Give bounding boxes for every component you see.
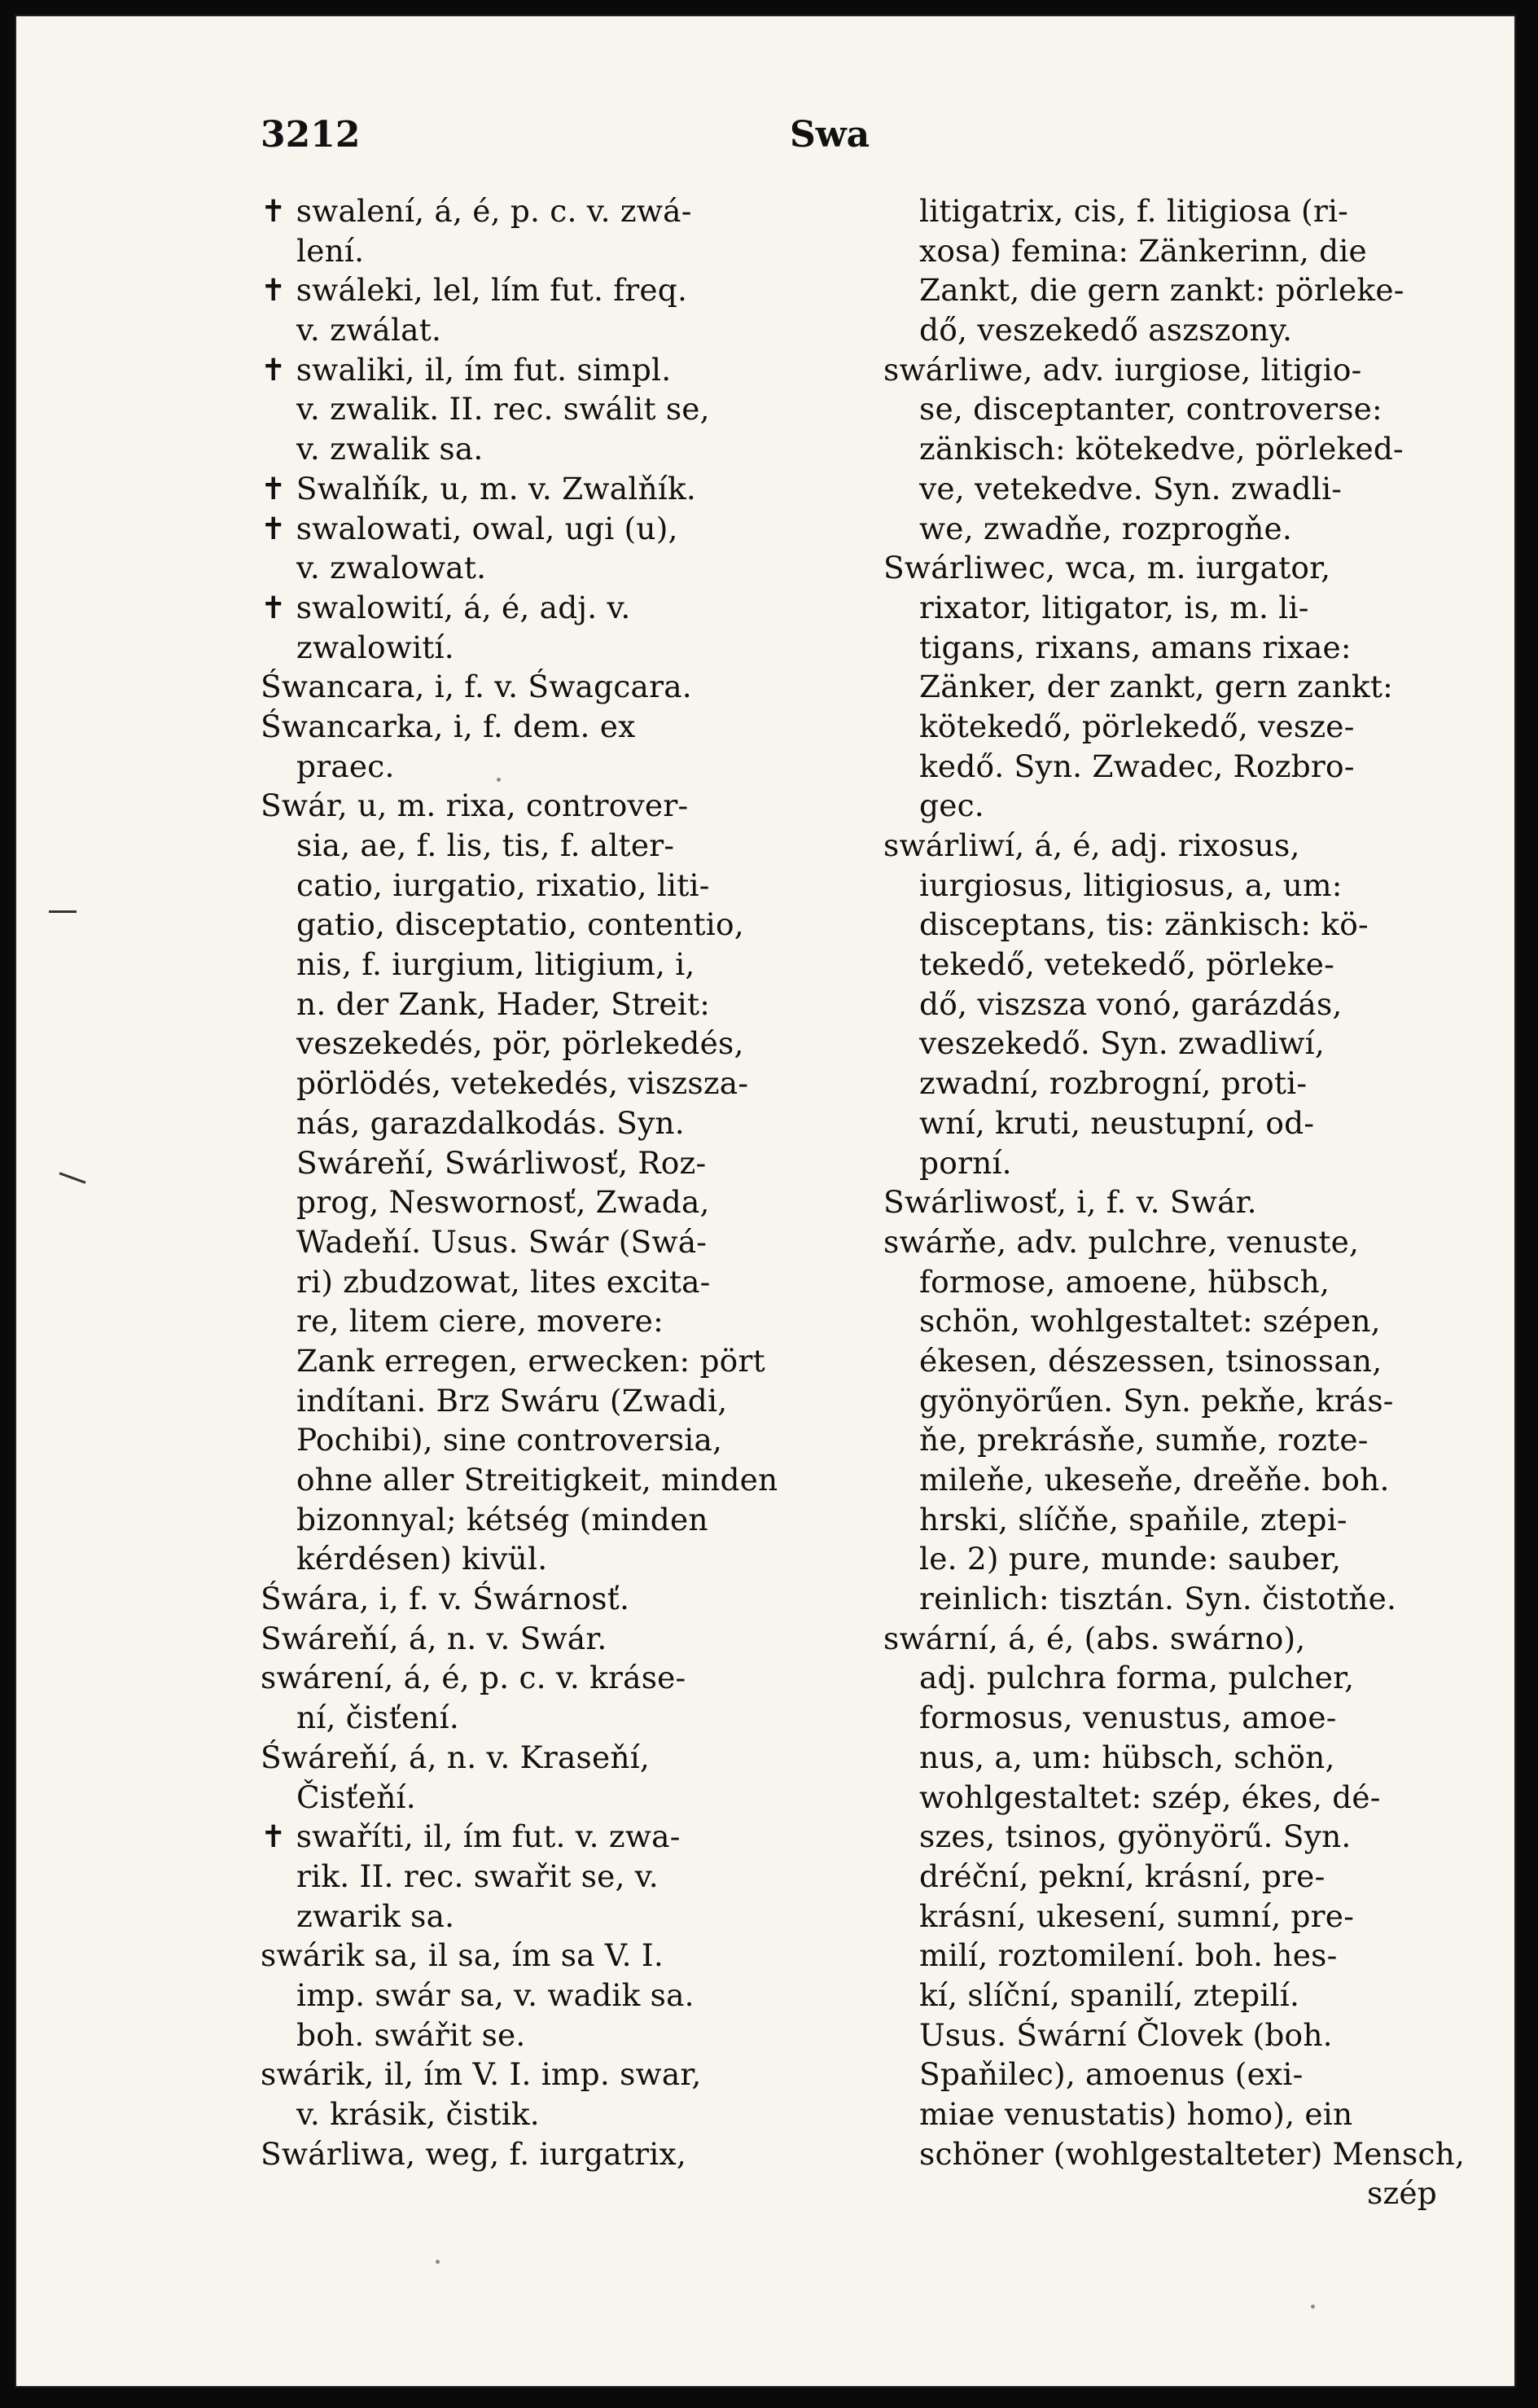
entry-line: hrski, slíčňe, spaňile, ztepi- bbox=[919, 1501, 1347, 1537]
entry-line: ✝ swalowití, á, é, adj. v. bbox=[261, 589, 631, 625]
entry-line: swárliwí, á, é, adj. rixosus, bbox=[883, 827, 1300, 863]
entry-line: dő, viszsza vonó, garázdás, bbox=[919, 985, 1343, 1022]
entry-line: kedő. Syn. Zwadec, Rozbro- bbox=[919, 748, 1355, 784]
entry-line: re, litem ciere, movere: bbox=[296, 1303, 664, 1340]
entry-line: szes, tsinos, gyönyörű. Syn. bbox=[919, 1818, 1352, 1855]
entry-line: imp. swár sa, v. wadik sa. bbox=[296, 1976, 695, 2013]
entry-line: sia, ae, f. lis, tis, f. alter- bbox=[296, 827, 675, 863]
entry-line: swárliwe, adv. iurgiose, litigio- bbox=[883, 351, 1362, 388]
entry-line: ohne aller Streitigkeit, minden bbox=[296, 1462, 778, 1498]
entry-line: disceptans, tis: zänkisch: kö- bbox=[919, 906, 1369, 943]
ink-speck bbox=[1311, 2305, 1315, 2309]
running-head: Swa bbox=[790, 114, 870, 156]
entry-line: Swár, u, m. rixa, controver- bbox=[261, 787, 689, 824]
entry-line: ✝ swalowati, owal, ugi (u), bbox=[261, 510, 678, 546]
entry-line: pörlödés, vetekedés, viszsza- bbox=[296, 1065, 749, 1102]
entry-line: catio, iurgatio, rixatio, liti- bbox=[296, 866, 710, 903]
entry-line: zänkisch: kötekedve, pörleked- bbox=[919, 431, 1404, 467]
entry-line: veszekedés, pör, pörlekedés, bbox=[296, 1025, 744, 1062]
entry-line: swárení, á, é, p. c. v. kráse- bbox=[261, 1660, 686, 1696]
entry-line: ✝ swaříti, il, ím fut. v. zwa- bbox=[261, 1818, 681, 1855]
entry-line: dő, veszekedő aszszony. bbox=[919, 312, 1293, 349]
entry-line: nás, garazdalkodás. Syn. bbox=[296, 1104, 685, 1141]
entry-line: bizonnyal; kétség (minden bbox=[296, 1501, 708, 1537]
catchword: szép bbox=[1367, 2175, 1437, 2212]
entry-line: krásní, ukesení, sumní, pre- bbox=[919, 1897, 1355, 1934]
entry-line: gyönyörűen. Syn. pekňe, krás- bbox=[919, 1382, 1394, 1419]
entry-line: praec. bbox=[296, 748, 395, 784]
entry-line: wohlgestaltet: szép, ékes, dé- bbox=[919, 1779, 1381, 1815]
entry-line: rixator, litigator, is, m. li- bbox=[919, 589, 1309, 625]
entry-line: Swáreňí, Swárliwosť, Roz- bbox=[296, 1144, 707, 1181]
ink-speck bbox=[436, 2260, 440, 2264]
entry-line: prog, Neswornosť, Zwada, bbox=[296, 1184, 710, 1221]
entry-line: Śwára, i, f. v. Śwárnosť. bbox=[261, 1581, 630, 1617]
entry-line: reinlich: tisztán. Syn. čistotňe. bbox=[919, 1581, 1397, 1617]
entry-line: se, disceptanter, controverse: bbox=[919, 391, 1382, 428]
entry-line: formose, amoene, hübsch, bbox=[919, 1263, 1330, 1300]
entry-line: ňe, prekrásňe, sumňe, rozte- bbox=[919, 1422, 1369, 1458]
entry-line: iurgiosus, litigiosus, a, um: bbox=[919, 866, 1343, 903]
dictionary-page bbox=[16, 16, 1514, 2386]
entry-line: Śwancara, i, f. v. Śwagcara. bbox=[261, 669, 692, 705]
entry-line: Zank erregen, erwecken: pört bbox=[296, 1342, 765, 1379]
ink-speck bbox=[497, 778, 501, 782]
entry-line: adj. pulchra forma, pulcher, bbox=[919, 1660, 1355, 1696]
entry-line: ve, vetekedve. Syn. zwadli- bbox=[919, 470, 1343, 507]
entry-line: le. 2) pure, munde: sauber, bbox=[919, 1541, 1342, 1577]
entry-line: tekedő, vetekedő, pörleke- bbox=[919, 946, 1335, 983]
entry-line: boh. swářit se. bbox=[296, 2016, 526, 2053]
entry-line: xosa) femina: Zänkerinn, die bbox=[919, 232, 1367, 269]
entry-line: gatio, disceptatio, contentio, bbox=[296, 906, 744, 943]
entry-line: ní, čisťení. bbox=[296, 1700, 459, 1736]
entry-line: Zankt, die gern zankt: pörleke- bbox=[919, 272, 1404, 309]
entry-line: v. krásik, čistik. bbox=[296, 2096, 540, 2132]
entry-line: zwarik sa. bbox=[296, 1897, 455, 1934]
entry-line: swárik, il, ím V. I. imp. swar, bbox=[261, 2056, 702, 2093]
entry-line: Śwáreňí, á, n. v. Kraseňí, bbox=[261, 1739, 651, 1775]
entry-line: tigans, rixans, amans rixae: bbox=[919, 629, 1352, 665]
entry-line: gec. bbox=[919, 787, 984, 824]
right-column bbox=[883, 191, 1470, 2213]
entry-line: Spaňilec), amoenus (exi- bbox=[919, 2056, 1304, 2093]
entry-line: Swárliwosť, i, f. v. Swár. bbox=[883, 1184, 1257, 1221]
entry-line: kérdésen) kivül. bbox=[296, 1541, 548, 1577]
entry-line: ékesen, dészessen, tsinossan, bbox=[919, 1342, 1382, 1379]
entry-line: n. der Zank, Hader, Streit: bbox=[296, 985, 711, 1022]
entry-line: zwadní, rozbrogní, proti- bbox=[919, 1065, 1308, 1102]
entry-line: Śwancarka, i, f. dem. ex bbox=[261, 708, 636, 744]
entry-line: miae venustatis) homo), ein bbox=[919, 2096, 1353, 2132]
entry-line: wní, kruti, neustupní, od- bbox=[919, 1104, 1315, 1141]
page-header bbox=[16, 114, 1514, 171]
entry-line: ✝ Swalňík, u, m. v. Zwalňík. bbox=[261, 470, 697, 507]
entry-line: mileňe, ukeseňe, dreěňe. boh. bbox=[919, 1462, 1390, 1498]
entry-line: Swárliwec, wca, m. iurgator, bbox=[883, 550, 1331, 586]
entry-line: v. zwalik. II. rec. swálit se, bbox=[296, 391, 710, 428]
entry-line: kí, slíční, spanilí, ztepilí. bbox=[919, 1976, 1300, 2013]
entry-line: swárňe, adv. pulchre, venuste, bbox=[883, 1223, 1360, 1260]
margin-mark bbox=[59, 1172, 86, 1183]
entry-line: Swáreňí, á, n. v. Swár. bbox=[261, 1620, 607, 1656]
entry-line: v. zwalik sa. bbox=[296, 431, 484, 467]
entry-line: formosus, venustus, amoe- bbox=[919, 1700, 1337, 1736]
entry-line: swárik sa, il sa, ím sa V. I. bbox=[261, 1937, 664, 1974]
entry-line: swární, á, é, (abs. swárno), bbox=[883, 1620, 1306, 1656]
entry-line: Čisťeňí. bbox=[296, 1779, 416, 1815]
entry-line: ri) zbudzowat, lites excita- bbox=[296, 1263, 711, 1300]
margin-mark bbox=[49, 910, 77, 913]
left-column bbox=[261, 191, 847, 2173]
entry-line: Swárliwa, weg, f. iurgatrix, bbox=[261, 2135, 686, 2172]
entry-line: nis, f. iurgium, litigium, i, bbox=[296, 946, 695, 983]
entry-line: Usus. Śwární Človek (boh. bbox=[919, 2016, 1333, 2053]
entry-line: schön, wohlgestaltet: szépen, bbox=[919, 1303, 1381, 1340]
entry-line: litigatrix, cis, f. litigiosa (ri- bbox=[919, 193, 1349, 229]
entry-line: veszekedő. Syn. zwadliwí, bbox=[919, 1025, 1325, 1062]
entry-line: Wadeňí. Usus. Swár (Swá- bbox=[296, 1223, 708, 1260]
entry-line: indítani. Brz Swáru (Zwadi, bbox=[296, 1382, 728, 1419]
entry-line: milí, roztomilení. boh. hes- bbox=[919, 1937, 1338, 1974]
entry-line: porní. bbox=[919, 1144, 1012, 1181]
entry-line: ✝ swaliki, il, ím fut. simpl. bbox=[261, 351, 672, 388]
entry-line: v. zwálat. bbox=[296, 312, 442, 349]
entry-line: schöner (wohlgestalteter) Mensch, bbox=[919, 2135, 1466, 2172]
entry-line: v. zwalowat. bbox=[296, 550, 487, 586]
entry-line: Zänker, der zankt, gern zankt: bbox=[919, 669, 1393, 705]
entry-line: we, zwadňe, rozprogňe. bbox=[919, 510, 1292, 546]
entry-line: ✝ swáleki, lel, lím fut. freq. bbox=[261, 272, 688, 309]
entry-line: ✝ swalení, á, é, p. c. v. zwá- bbox=[261, 193, 692, 229]
entry-line: dréční, pekní, krásní, pre- bbox=[919, 1858, 1325, 1894]
entry-line: zwalowití. bbox=[296, 629, 454, 665]
entry-line: Pochibi), sine controversia, bbox=[296, 1422, 723, 1458]
entry-line: rik. II. rec. swařit se, v. bbox=[296, 1858, 659, 1894]
entry-line: lení. bbox=[296, 232, 365, 269]
page-number: 3212 bbox=[261, 114, 361, 156]
entry-line: nus, a, um: hübsch, schön, bbox=[919, 1739, 1335, 1775]
entry-line: kötekedő, pörlekedő, vesze- bbox=[919, 708, 1355, 744]
